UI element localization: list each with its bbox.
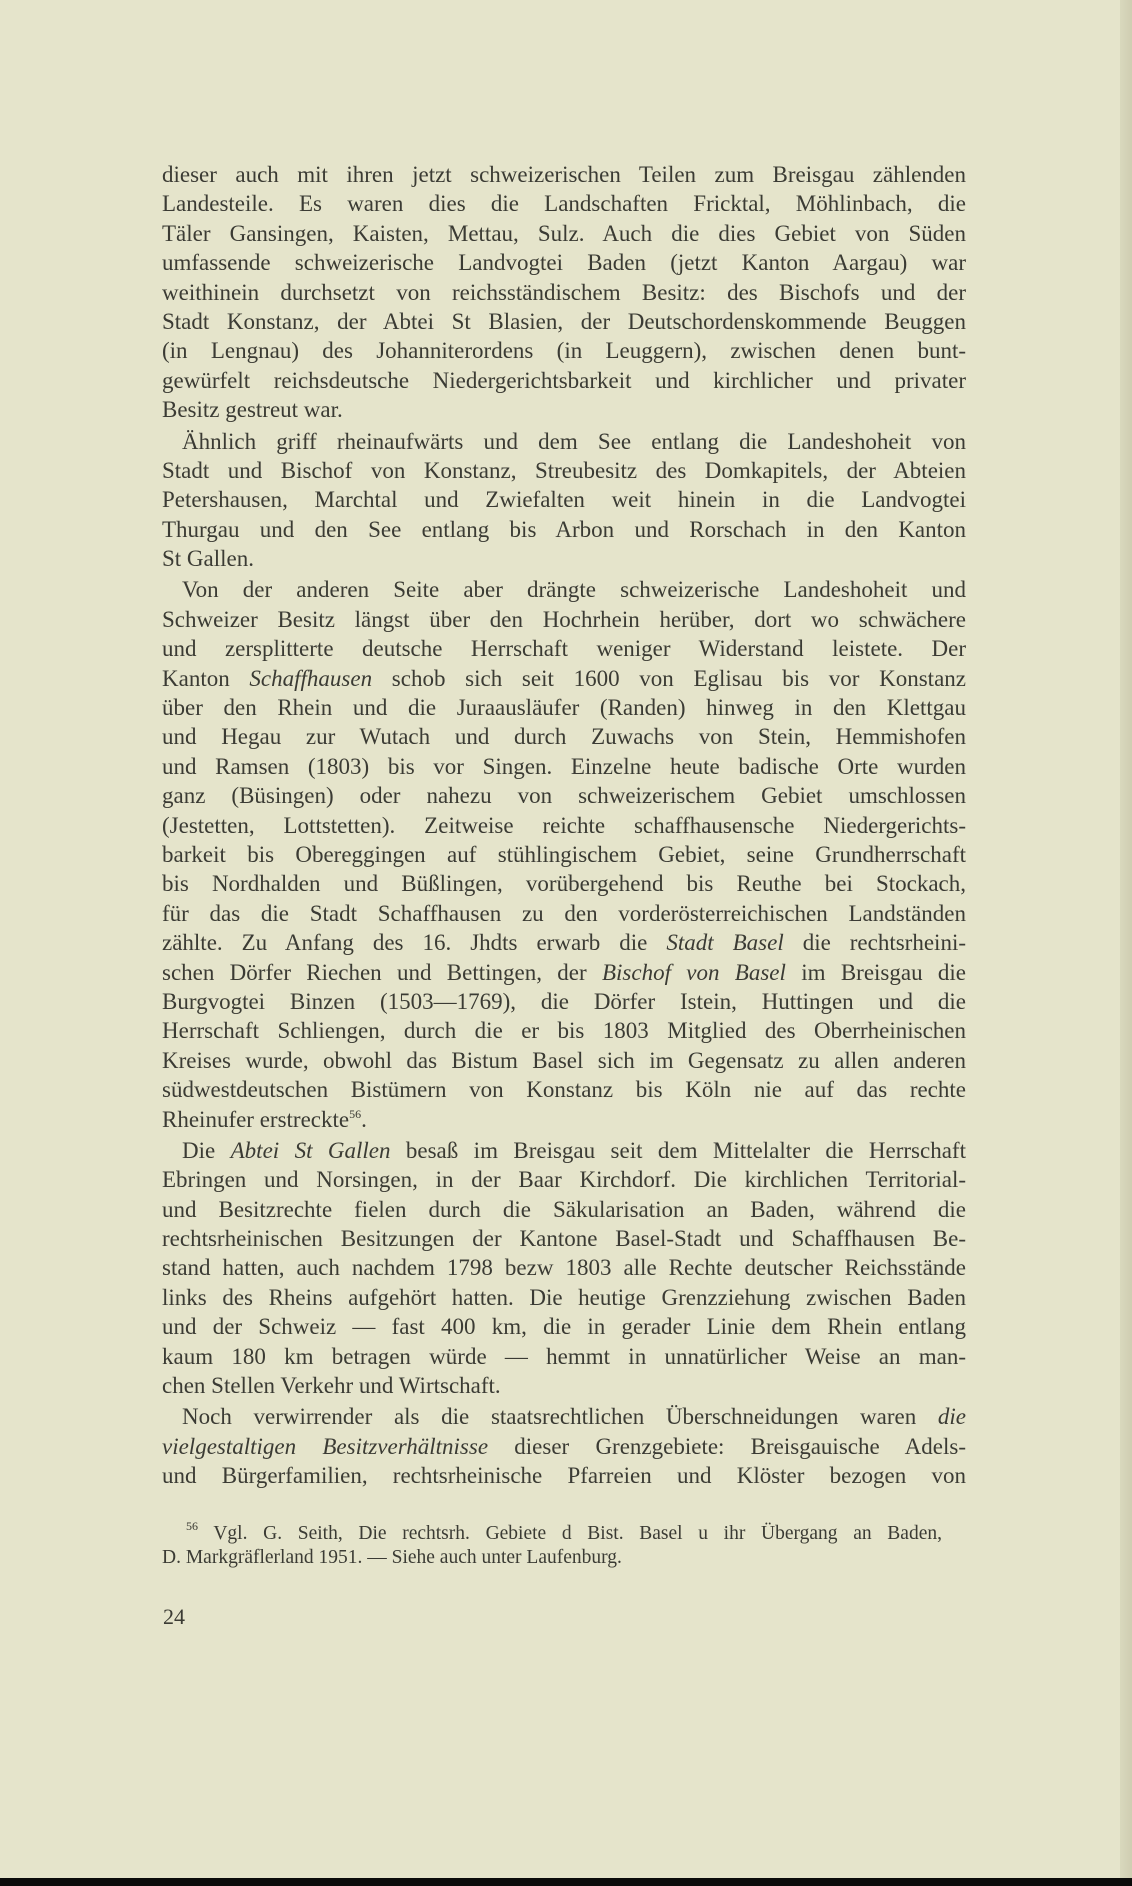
text-line: ganz (Büsingen) oder nahezu von schweizerischem Gebiet umschlossen [162,783,966,809]
text-line: Besitz gestreut war. [162,397,343,423]
text-line: barkeit bis Obereggingen auf stühlingischem Gebiet, seine Grundherrschaft [162,841,966,867]
text-segment: Kanton [162,665,250,691]
text-line [162,1402,966,1431]
text-line: Landesteile. Es waren dies die Landschaften Fricktal, Möhlinbach, die [162,191,966,217]
text-line: und zersplitterte deutsche Herrschaft weniger Widerstand leistete. Der [162,636,966,662]
italic-text: vielgestaltigen Besitzverhältnisse [162,1433,489,1459]
footnote-text: Vgl. G. Seith, Die rechtsrh. Gebiete d Bist. Basel u ihr Übergang an Baden, [213,1523,942,1544]
text-line: über den Rhein und die Juraausläufer (Randen) hinweg in den Klettgau [162,695,966,721]
text-line: und der Schweiz — fast 400 km, die in gerader Linie dem Rhein entlang [162,1314,966,1340]
text-segment: die rechtsrheini- [783,930,966,956]
italic-text: Schaffhausen [249,665,373,691]
text-line: Petershausen, Marchtal und Zwiefalten weit hinein in die Landvogtei [162,487,966,513]
text-line: umfassende schweizerische Landvogtei Baden (jetzt Kanton Aargau) war [162,250,966,276]
text-line: St Gallen. [162,546,254,572]
text-line: Schweizer Besitz längst über den Hochrhein herüber, dort wo schwächere [162,606,966,632]
text-segment: Noch verwirrender als die staatsrechtlichen Überschneidungen waren [182,1404,938,1430]
paragraph [162,1402,966,1490]
footnote-line [162,1522,942,1546]
text-line: chen Stellen Verkehr und Wirtschaft. [162,1373,501,1399]
text-line: dieser auch mit ihren jetzt schweizerischen Teilen zum Breisgau zählenden [162,162,966,187]
text-line: und Ramsen (1803) bis vor Singen. Einzelne heute badische Orte wurden [162,753,966,779]
paragraph [162,575,966,1133]
text-line: südwestdeutschen Bistümern von Konstanz bis Köln nie auf das rechte [162,1077,966,1103]
footnote-line: D. Markgräflerland 1951. — Siehe auch unter Laufenburg. [162,1547,622,1568]
text-line: Stadt und Bischof von Konstanz, Streubesitz des Domkapitels, der Abteien [162,457,966,483]
text-line: Von der anderen Seite aber drängte schweizerische Landeshoheit und [182,577,966,603]
text-line: Stadt Konstanz, der Abtei St Blasien, der Deutschordenskommende Beuggen [162,308,966,334]
footnote [162,1522,942,1570]
text-line: weithinein durchsetzt von reichsständischem Besitz: des Bischofs und der [162,279,966,305]
text-line: rechtsrheinischen Besitzungen der Kantone Basel-Stadt und Schaffhausen Be- [162,1226,966,1252]
text-line: gewürfelt reichsdeutsche Niedergerichtsbarkeit und kirchlicher und privater [162,367,966,393]
text-line: kaum 180 km betragen würde — hemmt in unnatürlicher Weise an man- [162,1343,966,1369]
text-line [162,1432,966,1461]
text-line: stand hatten, auch nachdem 1798 bezw 1803 alle Rechte deutscher Reichsstände [162,1255,966,1281]
text-segment: zählte. Zu Anfang des 16. Jhdts erwarb die [162,930,667,956]
text-line: Herrschaft Schliengen, durch die er bis 1803 Mitglied des Oberrheinischen [162,1018,966,1044]
text-segment: Die [182,1137,231,1163]
footnote-marker: 56 [186,1522,198,1533]
text-line [162,1105,966,1134]
text-line: (Jestetten, Lottstetten). Zeitweise reichte schaffhausensche Niedergerichts- [162,812,966,838]
text-line: Burgvogtei Binzen (1503—1769), die Dörfer Istein, Huttingen und die [162,988,966,1014]
body-text [162,160,966,1493]
text-line: und Bürgerfamilien, rechtsrheinische Pfarreien und Klöster bezogen von [162,1463,966,1489]
paragraph [162,1136,966,1401]
text-line: Thurgau und den See entlang bis Arbon und Rorschach in den Kanton [162,516,966,542]
text-line [162,958,966,987]
text-line: für das die Stadt Schaffhausen zu den vorderösterreichischen Landständen [162,900,966,926]
text-segment: Rheinufer erstreckte [162,1106,350,1132]
italic-text: Abtei St Gallen [230,1137,391,1163]
text-line: bis Nordhalden und Büßlingen, vorübergehend bis Reuthe bei Stockach, [162,871,966,897]
text-line: und Besitzrechte fielen durch die Säkularisation an Baden, während die [162,1196,966,1222]
text-segment: . [361,1106,367,1132]
italic-text: Stadt Basel [666,930,784,956]
text-line: Kreises wurde, obwohl das Bistum Basel sich im Gegensatz zu allen anderen [162,1047,966,1073]
text-line: Ebringen und Norsingen, in der Baar Kirchdorf. Die kirchlichen Territorial- [162,1167,966,1193]
text-segment: dieser Grenzgebiete: Breisgauische Adels- [488,1433,966,1459]
text-segment: besaß im Breisgau seit dem Mittelalter die Herrschaft [390,1137,966,1163]
text-line: (in Lengnau) des Johanniterordens (in Leuggern), zwischen denen bunt- [162,338,966,364]
italic-text: Bischof von Basel [601,959,786,985]
text-line: Ähnlich griff rheinaufwärts und dem See entlang die Landeshoheit von [182,428,966,454]
text-line [162,1136,966,1165]
page-edge-shadow [1120,0,1132,1878]
italic-text: die [937,1404,966,1430]
scan-bottom-border [0,1878,1132,1886]
text-segment: schob sich seit 1600 von Eglisau bis vor Konstanz [372,665,966,691]
text-line [162,928,966,957]
paragraph [162,427,966,574]
text-segment: schen Dörfer Riechen und Bettingen, der [162,959,602,985]
text-segment: im Breisgau die [785,959,966,985]
paragraph [162,160,966,425]
text-line [162,664,966,693]
text-line: und Hegau zur Wutach und durch Zuwachs von Stein, Hemmishofen [162,724,966,750]
page-number: 24 [163,1604,185,1629]
text-line: links des Rheins aufgehört hatten. Die heutige Grenzziehung zwischen Baden [162,1284,966,1310]
footnote-reference: 56 [349,1106,362,1121]
text-line: Täler Gansingen, Kaisten, Mettau, Sulz. Auch die dies Gebiet von Süden [162,220,966,246]
